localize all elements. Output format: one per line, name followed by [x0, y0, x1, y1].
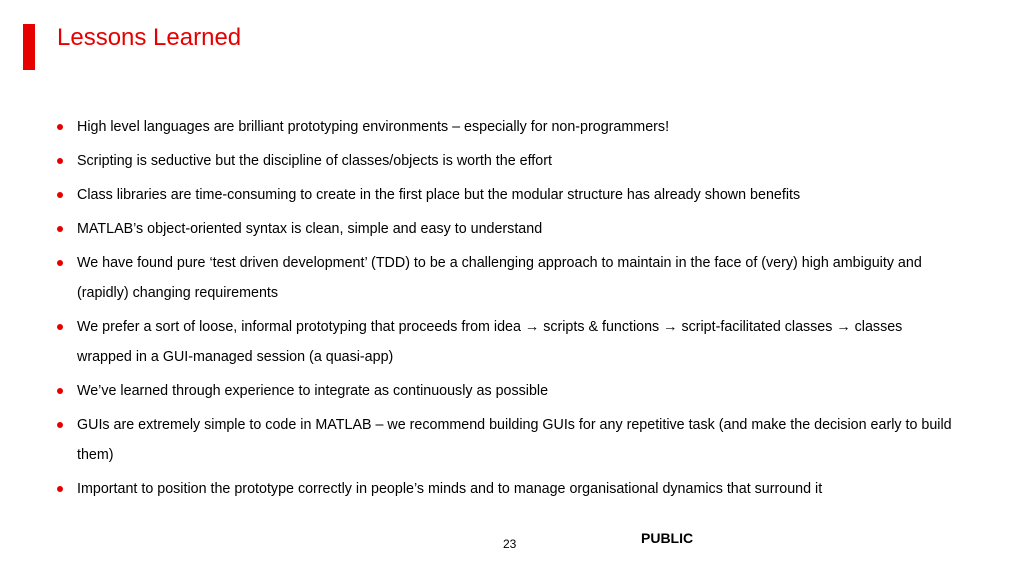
- bullet-list: [57, 112, 957, 508]
- slide-title: Lessons Learned: [57, 24, 242, 51]
- bullet-text: MATLAB’s object-oriented syntax is clean, simple and easy to understand: [77, 221, 543, 237]
- bullet-item: [57, 474, 957, 504]
- page-number: 23: [503, 537, 517, 551]
- bullet-text: We’ve learned through experience to integrate as continuously as possible: [77, 383, 549, 399]
- title-accent-bar: [23, 24, 35, 70]
- bullet-dot-icon: [57, 486, 63, 492]
- bullet-item: [57, 410, 957, 470]
- bullet-dot-icon: [57, 260, 63, 266]
- bullet-text: High level languages are brilliant prototyping environments – especially for non-programmers!: [77, 119, 670, 135]
- bullet-dot-icon: [57, 388, 63, 394]
- bullet-text: Class libraries are time-consuming to create in the first place but the modular structure has already shown benefits: [77, 187, 801, 203]
- bullet-text: We prefer a sort of loose, informal prototyping that proceeds from idea → scripts & functions → script-facilitated classes → classes wrapped in a GUI-managed session (a quasi-app): [77, 319, 903, 365]
- bullet-item: [57, 376, 957, 406]
- bullet-dot-icon: [57, 324, 63, 330]
- bullet-text: GUIs are extremely simple to code in MATLAB – we recommend building GUIs for any repetitive task (and make the decision early to build them): [77, 417, 952, 463]
- bullet-dot-icon: [57, 192, 63, 198]
- bullet-item: [57, 180, 957, 210]
- bullet-text: Important to position the prototype correctly in people’s minds and to manage organisational dynamics that surround it: [77, 481, 823, 497]
- bullet-item: [57, 112, 957, 142]
- bullet-item: [57, 214, 957, 244]
- bullet-text: We have found pure ‘test driven development’ (TDD) to be a challenging approach to maintain in the face of (very) high ambiguity and (rapidly) changing requirements: [77, 255, 922, 301]
- bullet-dot-icon: [57, 226, 63, 232]
- bullet-item: [57, 312, 957, 372]
- bullet-dot-icon: [57, 124, 63, 130]
- classification-label: PUBLIC: [641, 530, 694, 546]
- bullet-text: Scripting is seductive but the discipline of classes/objects is worth the effort: [77, 153, 552, 169]
- bullet-dot-icon: [57, 158, 63, 164]
- bullet-item: [57, 146, 957, 176]
- bullet-item: [57, 248, 957, 308]
- bullet-dot-icon: [57, 422, 63, 428]
